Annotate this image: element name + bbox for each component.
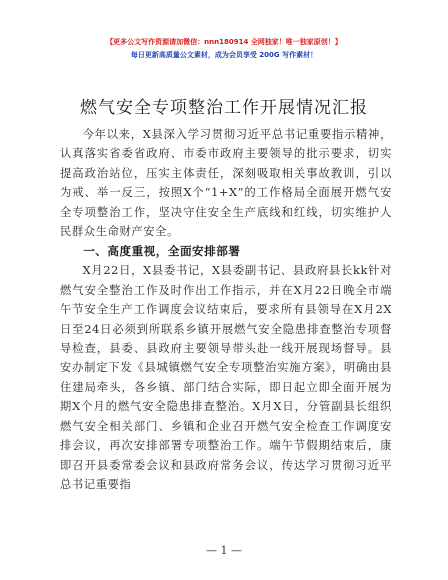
promo-line-2: 每日更新高质量公文素材，成为会员享受 200G 写作素材！ (130, 51, 318, 59)
section-paragraph: X月22日，X县委书记，X县委副书记、县政府县长kk针对燃气安全整治工作及时作出工作指示，并在X月22日晚全市端午节安全生产工作调度会议结束后，要求所有县领导在X月2X日至24日必须到所联系乡镇开展燃气安全隐患排查整治专项督导检查，县委、县政府主要领导带头赴一线开展现场督导。县安办制定下发《县城镇燃气安全专项整治实施方案》，明确由县住建局牵头，各乡镇、部门结合实际，即日起立即全面开展为期X个月的燃气安全隐患排查整治。X月X日，分管副县长组织燃气安全相关部门、乡镇和企业召开燃气安全检查工作调度安排会议，再次安排部署专项整治工作。端午节假期结束后，康即召开县委常委会议和县政府常务会议，传达学习贯彻习近平总书记重要指 (60, 264, 392, 492)
page-number: — 1 — (206, 544, 242, 557)
intro-paragraph: 今年以来，X县深入学习贯彻习近平总书记重要指示精神，认真落实省委省政府、市委市政府主要领导的批示要求，切实提高政治站位，压实主体责任，深刻吸取相关事故教训，引以为戒、举一反三，按照X个“1+X”的工作格局全面展开燃气安全专项整治工作，坚决守住安全生产底线和红线，切实维护人民群众生命财产安全。 (60, 128, 392, 239)
promo-line-1: 【更多公文写作资源请加微信：nnn180914 全网独家！唯一独家原创！】 (106, 38, 342, 46)
document-body (60, 125, 392, 495)
promo-banner (0, 36, 448, 62)
document-title: 燃气安全专项整治工作开展情况汇报 (80, 98, 368, 118)
section-heading: 一、高度重视，全面安排部署 (83, 243, 241, 258)
